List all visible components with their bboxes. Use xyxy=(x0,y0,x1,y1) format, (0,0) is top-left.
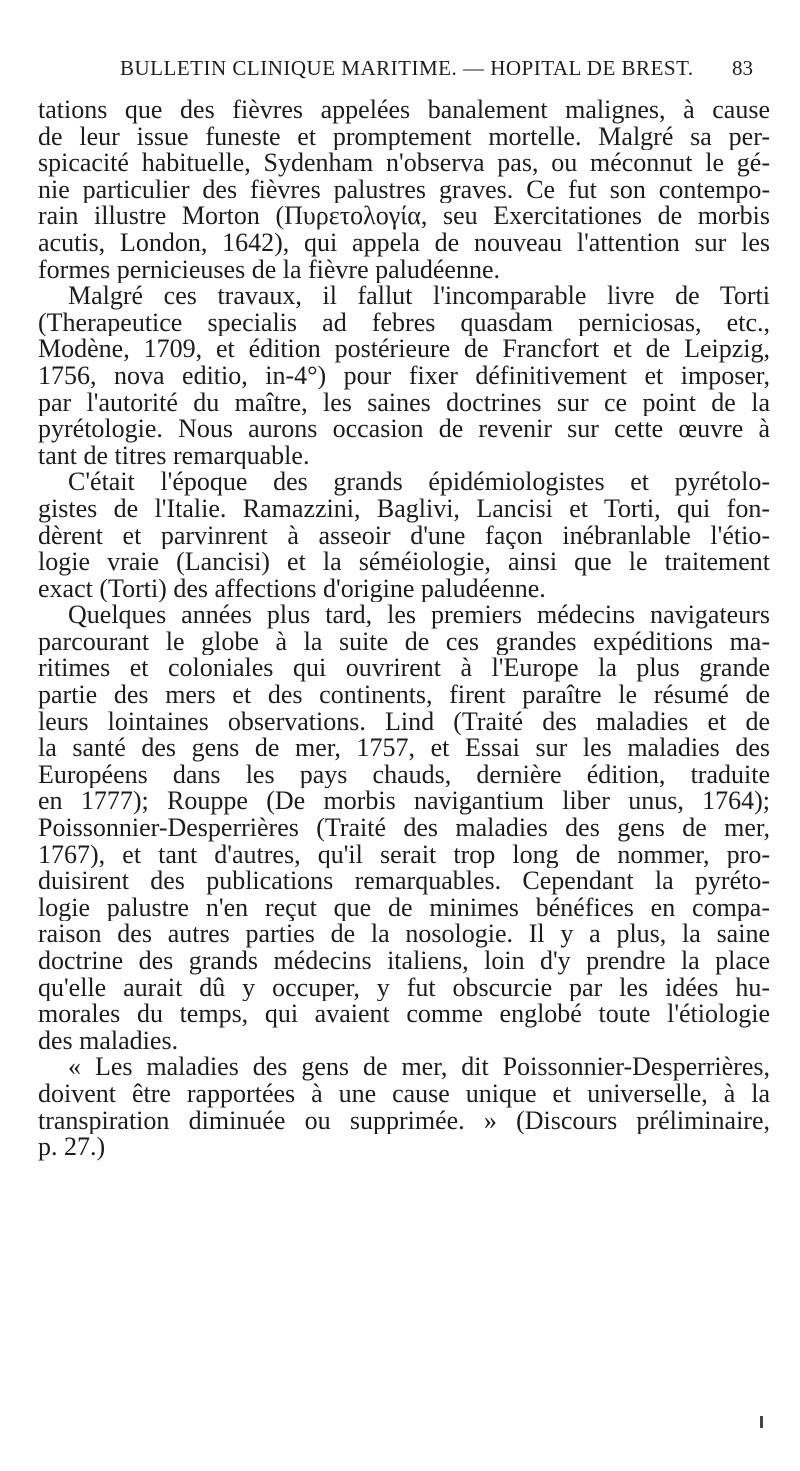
text-line: parcourant le globe à la suite de ces grandes expéditions ma- xyxy=(38,628,770,656)
text-line: doctrine des grands médecins italiens, loin d'y prendre la place xyxy=(38,948,770,975)
text-line: Quelques années plus tard, les premiers médecins navigateurs xyxy=(68,602,770,629)
text-line: rain illustre Morton (Πυρετολογία, seu Exercitationes de morbis xyxy=(38,203,770,230)
text-line: exact (Torti) des affections d'origine paludéenne. xyxy=(38,575,546,603)
body-text xyxy=(38,97,770,1161)
running-head: BULLETIN CLINIQUE MARITIME. — HOPITAL DE BREST. xyxy=(120,56,694,80)
text-line: logie palustre n'en reçut que de minimes bénéfices en compa- xyxy=(38,894,770,922)
text-line: Malgré ces travaux, il fallut l'incomparable livre de Torti xyxy=(68,283,770,310)
text-line: pyrétologie. Nous aurons occasion de revenir sur cette œuvre à xyxy=(38,416,770,443)
text-line: la santé des gens de mer, 1757, et Essai sur les maladies des xyxy=(38,735,770,762)
text-line: des maladies. xyxy=(38,1027,179,1055)
text-line: tations que des fièvres appelées banalement malignes, à cause xyxy=(38,97,770,124)
text-line: Poissonnier-Desperrières (Traité des maladies des gens de mer, xyxy=(38,815,770,842)
text-line: duisirent des publications remarquables. Cependant la pyréto- xyxy=(38,868,770,895)
text-line: tant de titres remarquable. xyxy=(38,442,310,470)
text-line: morales du temps, qui avaient comme englobé toute l'étiologie xyxy=(38,1001,770,1028)
text-line: spicacité habituelle, Sydenham n'observa pas, ou méconnut le gé- xyxy=(38,150,770,177)
text-line: dèrent et parvinrent à asseoir d'une façon inébranlable l'étio- xyxy=(38,522,770,550)
text-line: raison des autres parties de la nosologie. Il y a plus, la saine xyxy=(38,921,770,948)
text-line: 1756, nova editio, in-4°) pour fixer définitivement et imposer, xyxy=(38,362,770,390)
text-line: p. 27.) xyxy=(38,1134,106,1161)
text-line: ritimes et coloniales qui ouvrirent à l'Europe la plus grande xyxy=(38,655,770,683)
text-line: logie vraie (Lancisi) et la séméiologie, ainsi que le traitement xyxy=(38,549,770,576)
text-line: partie des mers et des continents, firent paraître le résumé de xyxy=(38,682,770,709)
text-line: transpiration diminuée ou supprimée. » (Discours préliminaire, xyxy=(38,1107,770,1135)
text-line: nie particulier des fièvres palustres graves. Ce fut son contempo- xyxy=(38,176,770,204)
text-line: doivent être rapportées à une cause unique et universelle, à la xyxy=(38,1080,770,1108)
text-line: par l'autorité du maître, les saines doctrines sur ce point de la xyxy=(38,389,770,417)
text-line: Modène, 1709, et édition postérieure de Francfort et de Leipzig, xyxy=(38,336,770,363)
text-line: Européens dans les pays chauds, dernière édition, traduite xyxy=(38,761,770,789)
text-line: gistes de l'Italie. Ramazzini, Baglivi, Lancisi et Torti, qui fon- xyxy=(38,495,770,523)
text-line: qu'elle aurait dû y occuper, y fut obscurcie par les idées hu- xyxy=(38,974,770,1002)
page-number: 83 xyxy=(732,56,753,80)
text-line: « Les maladies des gens de mer, dit Poissonnier-Desperrières, xyxy=(68,1054,770,1081)
text-line: en 1777); Rouppe (De morbis navigantium liber unus, 1764); xyxy=(38,788,770,816)
text-line: acutis, London, 1642), qui appela de nouveau l'attention sur les xyxy=(38,229,770,257)
text-line: (Therapeutice specialis ad febres quasdam perniciosas, etc., xyxy=(38,309,770,337)
text-line: C'était l'époque des grands épidémiologistes et pyrétolo- xyxy=(68,469,770,496)
text-line: formes pernicieuses de la fièvre paludéenne. xyxy=(38,256,501,284)
text-line: 1767), et tant d'autres, qu'il serait trop long de nommer, pro- xyxy=(38,841,770,869)
margin-mark xyxy=(760,1416,763,1428)
text-line: leurs lointaines observations. Lind (Traité des maladies et de xyxy=(38,708,770,736)
text-line: de leur issue funeste et promptement mortelle. Malgré sa per- xyxy=(38,123,770,151)
